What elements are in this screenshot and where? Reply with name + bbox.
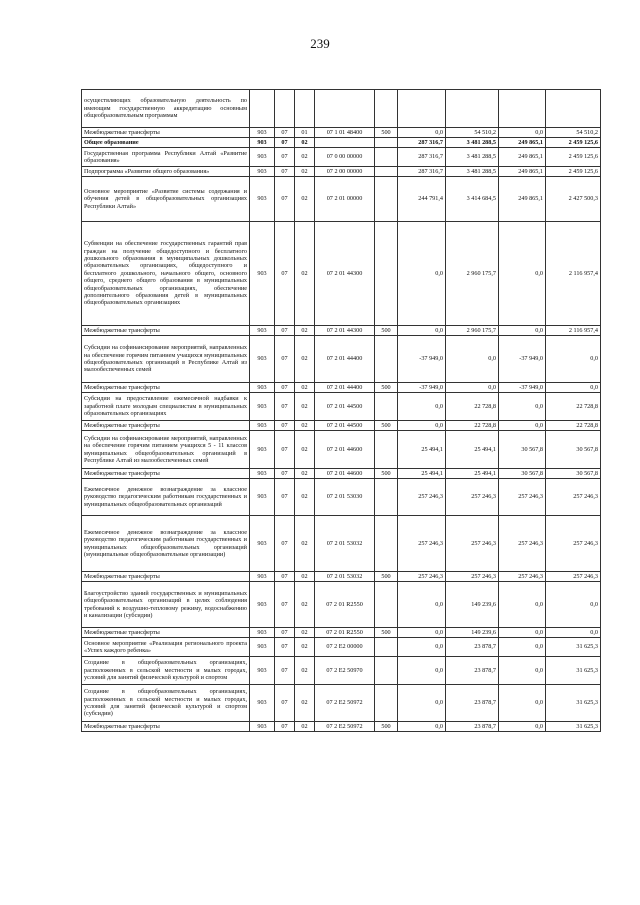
row-subsection-code: 02 [295, 383, 315, 393]
row-amount-2: 3 481 288,5 [446, 138, 499, 148]
table-row [82, 685, 601, 722]
row-subsection-code: 01 [295, 128, 315, 138]
row-amount-1: 0,0 [398, 582, 446, 628]
row-target-article: 07 1 01 48400 [315, 128, 375, 138]
row-name: Подпрограмма «Развитие общего образования» [82, 167, 250, 177]
row-amount-2: 2 960 175,7 [446, 222, 499, 326]
row-target-article: 07 2 01 44400 [315, 383, 375, 393]
table-row [82, 383, 601, 393]
row-section-code: 07 [275, 516, 295, 572]
row-grbs-code: 903 [250, 572, 275, 582]
row-name: Создание в общеобразовательных организациях, расположенных в сельской местности и малых городах, условий для занятий физической культурой и спортом [82, 657, 250, 685]
row-amount-2: 23 878,7 [446, 722, 499, 732]
row-amount-3: 249 865,1 [499, 167, 546, 177]
row-target-article: 07 2 E2 50972 [315, 722, 375, 732]
row-grbs-code: 903 [250, 336, 275, 383]
row-subsection-code: 02 [295, 638, 315, 657]
row-section-code: 07 [275, 326, 295, 336]
row-grbs-code: 903 [250, 167, 275, 177]
row-subsection-code: 02 [295, 431, 315, 469]
row-amount-4: 22 728,8 [546, 393, 601, 421]
row-target-article [315, 90, 375, 128]
row-amount-3: 0,0 [499, 582, 546, 628]
row-target-article: 07 2 E2 50972 [315, 685, 375, 722]
row-grbs-code: 903 [250, 421, 275, 431]
table-row [82, 90, 601, 128]
row-amount-2: 23 878,7 [446, 638, 499, 657]
row-target-article: 07 2 01 R2550 [315, 582, 375, 628]
row-amount-3 [499, 90, 546, 128]
row-section-code: 07 [275, 177, 295, 222]
row-expense-type [375, 479, 398, 516]
row-grbs-code: 903 [250, 326, 275, 336]
row-amount-1: 0,0 [398, 222, 446, 326]
row-name: Межбюджетные трансферты [82, 128, 250, 138]
row-amount-1: 257 246,3 [398, 572, 446, 582]
row-amount-1: 25 494,1 [398, 431, 446, 469]
row-amount-2: 23 878,7 [446, 657, 499, 685]
row-target-article: 07 0 00 00000 [315, 148, 375, 167]
row-amount-4: 0,0 [546, 582, 601, 628]
row-section-code: 07 [275, 638, 295, 657]
row-amount-2: 3 481 288,5 [446, 167, 499, 177]
row-subsection-code [295, 90, 315, 128]
table-row [82, 177, 601, 222]
row-name: Межбюджетные трансферты [82, 628, 250, 638]
row-amount-4: 257 246,3 [546, 479, 601, 516]
row-amount-1: 287 316,7 [398, 167, 446, 177]
row-amount-4: 31 625,3 [546, 657, 601, 685]
row-amount-2: 3 414 684,5 [446, 177, 499, 222]
row-section-code: 07 [275, 628, 295, 638]
row-amount-1: -37 949,0 [398, 336, 446, 383]
row-expense-type: 500 [375, 383, 398, 393]
row-amount-4: 31 625,3 [546, 685, 601, 722]
row-amount-1: 0,0 [398, 657, 446, 685]
row-grbs-code: 903 [250, 516, 275, 572]
row-subsection-code: 02 [295, 572, 315, 582]
row-amount-3: 30 567,8 [499, 469, 546, 479]
table-row [82, 326, 601, 336]
row-section-code: 07 [275, 138, 295, 148]
table-row [82, 657, 601, 685]
row-name: Межбюджетные трансферты [82, 421, 250, 431]
table-row [82, 722, 601, 732]
row-target-article: 07 2 01 44600 [315, 431, 375, 469]
row-expense-type [375, 138, 398, 148]
row-target-article: 07 2 01 00000 [315, 177, 375, 222]
row-target-article: 07 2 01 53030 [315, 479, 375, 516]
row-amount-4: 0,0 [546, 336, 601, 383]
row-amount-1: 0,0 [398, 421, 446, 431]
table-row [82, 582, 601, 628]
row-grbs-code: 903 [250, 431, 275, 469]
row-amount-4 [546, 90, 601, 128]
row-amount-1: -37 949,0 [398, 383, 446, 393]
row-amount-4: 2 459 125,6 [546, 138, 601, 148]
row-expense-type [375, 582, 398, 628]
row-amount-3: 249 865,1 [499, 148, 546, 167]
row-amount-3: 0,0 [499, 222, 546, 326]
row-amount-4: 2 116 957,4 [546, 222, 601, 326]
row-amount-2: 0,0 [446, 383, 499, 393]
row-amount-2: 257 246,3 [446, 516, 499, 572]
row-target-article: 07 2 01 44300 [315, 222, 375, 326]
row-subsection-code: 02 [295, 628, 315, 638]
row-grbs-code: 903 [250, 479, 275, 516]
row-amount-2: 3 481 288,5 [446, 148, 499, 167]
row-amount-4: 31 625,3 [546, 638, 601, 657]
row-expense-type: 500 [375, 128, 398, 138]
row-amount-3: 249 865,1 [499, 138, 546, 148]
row-grbs-code: 903 [250, 138, 275, 148]
budget-table [81, 89, 601, 732]
row-expense-type [375, 177, 398, 222]
row-grbs-code: 903 [250, 657, 275, 685]
row-target-article: 07 2 01 44600 [315, 469, 375, 479]
row-grbs-code: 903 [250, 177, 275, 222]
row-target-article: 07 2 01 53032 [315, 516, 375, 572]
row-name: Благоустройство зданий государственных и муниципальных общеобразовательных организаций в целях соблюдения требований к воздушно-тепловому режиму, водоснабжению и канализации (субсидии) [82, 582, 250, 628]
row-expense-type [375, 222, 398, 326]
row-amount-3: 30 567,8 [499, 431, 546, 469]
row-subsection-code: 02 [295, 722, 315, 732]
row-expense-type: 500 [375, 572, 398, 582]
row-expense-type [375, 638, 398, 657]
row-target-article: 07 2 00 00000 [315, 167, 375, 177]
budget-table-body [82, 90, 601, 732]
row-subsection-code: 02 [295, 469, 315, 479]
row-grbs-code: 903 [250, 128, 275, 138]
row-grbs-code: 903 [250, 383, 275, 393]
row-expense-type [375, 393, 398, 421]
row-subsection-code: 02 [295, 421, 315, 431]
row-amount-2: 54 510,2 [446, 128, 499, 138]
row-amount-1: 0,0 [398, 722, 446, 732]
row-subsection-code: 02 [295, 657, 315, 685]
row-amount-2: 257 246,3 [446, 479, 499, 516]
row-amount-3: 257 246,3 [499, 479, 546, 516]
row-amount-2: 2 960 175,7 [446, 326, 499, 336]
row-amount-2 [446, 90, 499, 128]
table-row [82, 421, 601, 431]
row-subsection-code: 02 [295, 148, 315, 167]
table-row [82, 516, 601, 572]
row-section-code: 07 [275, 722, 295, 732]
row-subsection-code: 02 [295, 222, 315, 326]
row-amount-3: 0,0 [499, 393, 546, 421]
row-amount-3: -37 949,0 [499, 383, 546, 393]
row-grbs-code: 903 [250, 685, 275, 722]
row-target-article: 07 2 01 44400 [315, 336, 375, 383]
row-section-code: 07 [275, 431, 295, 469]
row-section-code: 07 [275, 657, 295, 685]
row-section-code: 07 [275, 393, 295, 421]
table-row [82, 167, 601, 177]
row-subsection-code: 02 [295, 167, 315, 177]
row-target-article: 07 2 E2 50970 [315, 657, 375, 685]
row-amount-1: 0,0 [398, 393, 446, 421]
row-name: Межбюджетные трансферты [82, 469, 250, 479]
row-amount-4: 30 567,8 [546, 431, 601, 469]
row-grbs-code: 903 [250, 582, 275, 628]
row-expense-type [375, 148, 398, 167]
row-target-article: 07 2 01 R2550 [315, 628, 375, 638]
row-expense-type: 500 [375, 469, 398, 479]
row-expense-type [375, 657, 398, 685]
row-grbs-code: 903 [250, 469, 275, 479]
row-name: Межбюджетные трансферты [82, 326, 250, 336]
row-amount-2: 25 494,1 [446, 431, 499, 469]
table-row [82, 572, 601, 582]
row-target-article: 07 2 01 44500 [315, 421, 375, 431]
row-section-code: 07 [275, 336, 295, 383]
table-row [82, 431, 601, 469]
row-amount-4: 0,0 [546, 628, 601, 638]
row-target-article: 07 2 01 44500 [315, 393, 375, 421]
row-amount-3: -37 949,0 [499, 336, 546, 383]
table-row [82, 628, 601, 638]
row-amount-2: 257 246,3 [446, 572, 499, 582]
row-amount-3: 249 865,1 [499, 177, 546, 222]
row-name: Субсидии на софинансирование мероприятий, направленных на обеспечение горячим питанием учащихся муниципальных общеобразовательных организаций в Республике Алтай из малообеспеченных семей [82, 336, 250, 383]
row-grbs-code: 903 [250, 638, 275, 657]
row-section-code: 07 [275, 421, 295, 431]
row-amount-4: 257 246,3 [546, 516, 601, 572]
row-amount-3: 257 246,3 [499, 516, 546, 572]
row-amount-3: 0,0 [499, 421, 546, 431]
row-expense-type [375, 336, 398, 383]
row-expense-type [375, 516, 398, 572]
row-section-code: 07 [275, 479, 295, 516]
row-name: Основное мероприятие «Развитие системы содержания и обучения детей в общеобразовательных организациях Республики Алтай» [82, 177, 250, 222]
row-target-article [315, 138, 375, 148]
row-subsection-code: 02 [295, 336, 315, 383]
row-amount-2: 0,0 [446, 336, 499, 383]
row-name: Общее образование [82, 138, 250, 148]
row-amount-4: 2 459 125,6 [546, 148, 601, 167]
row-name: Ежемесячное денежное вознаграждение за классное руководство педагогическим работникам государственных и муниципальных общеобразовательных организаций (муниципальные общеобразовательные организации) [82, 516, 250, 572]
row-amount-2: 22 728,8 [446, 421, 499, 431]
row-target-article: 07 2 E2 00000 [315, 638, 375, 657]
row-amount-1: 0,0 [398, 638, 446, 657]
row-grbs-code: 903 [250, 148, 275, 167]
row-amount-1 [398, 90, 446, 128]
row-subsection-code: 02 [295, 479, 315, 516]
row-subsection-code: 02 [295, 138, 315, 148]
row-amount-1: 287 316,7 [398, 148, 446, 167]
row-amount-4: 31 625,3 [546, 722, 601, 732]
row-amount-1: 25 494,1 [398, 469, 446, 479]
row-amount-4: 257 246,3 [546, 572, 601, 582]
row-amount-1: 0,0 [398, 128, 446, 138]
row-amount-3: 0,0 [499, 657, 546, 685]
row-name: Субсидии на предоставление ежемесячной надбавки к заработной плате молодым специалистам в муниципальных образовательных организациях [82, 393, 250, 421]
row-amount-1: 0,0 [398, 628, 446, 638]
row-expense-type: 500 [375, 421, 398, 431]
row-amount-1: 257 246,3 [398, 479, 446, 516]
row-expense-type: 500 [375, 628, 398, 638]
row-amount-4: 2 427 500,3 [546, 177, 601, 222]
table-row [82, 479, 601, 516]
row-section-code: 07 [275, 469, 295, 479]
row-expense-type [375, 167, 398, 177]
row-amount-4: 2 459 125,6 [546, 167, 601, 177]
row-amount-3: 0,0 [499, 128, 546, 138]
row-section-code: 07 [275, 222, 295, 326]
row-subsection-code: 02 [295, 177, 315, 222]
row-amount-1: 0,0 [398, 326, 446, 336]
row-amount-4: 30 567,8 [546, 469, 601, 479]
row-amount-3: 257 246,3 [499, 572, 546, 582]
table-row [82, 222, 601, 326]
row-section-code: 07 [275, 383, 295, 393]
row-name: Межбюджетные трансферты [82, 722, 250, 732]
row-section-code [275, 90, 295, 128]
row-amount-2: 23 878,7 [446, 685, 499, 722]
row-amount-4: 0,0 [546, 383, 601, 393]
row-amount-3: 0,0 [499, 628, 546, 638]
row-subsection-code: 02 [295, 326, 315, 336]
row-amount-2: 25 494,1 [446, 469, 499, 479]
row-subsection-code: 02 [295, 516, 315, 572]
row-amount-3: 0,0 [499, 685, 546, 722]
row-subsection-code: 02 [295, 393, 315, 421]
table-row [82, 393, 601, 421]
table-row [82, 336, 601, 383]
row-grbs-code: 903 [250, 628, 275, 638]
row-name: Государственная программа Республики Алтай «Развитие образования» [82, 148, 250, 167]
row-grbs-code: 903 [250, 393, 275, 421]
row-amount-4: 22 728,8 [546, 421, 601, 431]
row-subsection-code: 02 [295, 685, 315, 722]
row-amount-2: 22 728,8 [446, 393, 499, 421]
row-amount-3: 0,0 [499, 722, 546, 732]
row-expense-type [375, 90, 398, 128]
row-target-article: 07 2 01 44300 [315, 326, 375, 336]
row-expense-type: 500 [375, 722, 398, 732]
row-amount-4: 54 510,2 [546, 128, 601, 138]
row-expense-type: 500 [375, 326, 398, 336]
row-name: Межбюджетные трансферты [82, 572, 250, 582]
row-grbs-code: 903 [250, 222, 275, 326]
row-target-article: 07 2 01 53032 [315, 572, 375, 582]
row-amount-3: 0,0 [499, 638, 546, 657]
row-amount-1: 0,0 [398, 685, 446, 722]
row-section-code: 07 [275, 167, 295, 177]
row-amount-4: 2 116 957,4 [546, 326, 601, 336]
row-expense-type [375, 685, 398, 722]
row-name: Ежемесячное денежное вознаграждение за классное руководство педагогическим работникам государственных и муниципальных общеобразовательных организаций [82, 479, 250, 516]
row-name: Субвенции на обеспечение государственных гарантий прав граждан на получение общедоступного и бесплатного дошкольного образования в муниципальных дошкольных образовательных организациях, общедоступного и бесплатного дошкольного, начального общего, основного общего, среднего общего образования в муниципальных общеобразовательных организациях, обеспечение дополнительного образования детей в муниципальных общеобразовательных организациях [82, 222, 250, 326]
page-number: 239 [310, 36, 330, 51]
row-name: Межбюджетные трансферты [82, 383, 250, 393]
row-amount-2: 149 239,6 [446, 628, 499, 638]
row-amount-1: 257 246,3 [398, 516, 446, 572]
row-section-code: 07 [275, 685, 295, 722]
row-section-code: 07 [275, 572, 295, 582]
row-amount-1: 287 316,7 [398, 138, 446, 148]
table-row [82, 469, 601, 479]
row-name: Основное мероприятие «Реализация регионального проекта «Успех каждого ребенка» [82, 638, 250, 657]
row-subsection-code: 02 [295, 582, 315, 628]
row-grbs-code [250, 90, 275, 128]
table-row [82, 128, 601, 138]
row-section-code: 07 [275, 128, 295, 138]
table-row [82, 638, 601, 657]
table-row [82, 148, 601, 167]
row-amount-1: 244 791,4 [398, 177, 446, 222]
row-grbs-code: 903 [250, 722, 275, 732]
row-name: Создание в общеобразовательных организациях, расположенных в сельской местности и малых городах, условий для занятий физической культурой и спортом (субсидии) [82, 685, 250, 722]
row-name: осуществляющих образовательную деятельность по имеющим государственную аккредитацию основным общеобразовательным программам [82, 90, 250, 128]
row-expense-type [375, 431, 398, 469]
row-section-code: 07 [275, 148, 295, 167]
table-row [82, 138, 601, 148]
row-name: Субсидии на софинансирование мероприятий, направленных на обеспечение горячим питанием учащихся 5 - 11 классов муниципальных общеобразовательных организаций в Республике Алтай из малообеспеченных семей [82, 431, 250, 469]
row-amount-3: 0,0 [499, 326, 546, 336]
row-section-code: 07 [275, 582, 295, 628]
row-amount-2: 149 239,6 [446, 582, 499, 628]
